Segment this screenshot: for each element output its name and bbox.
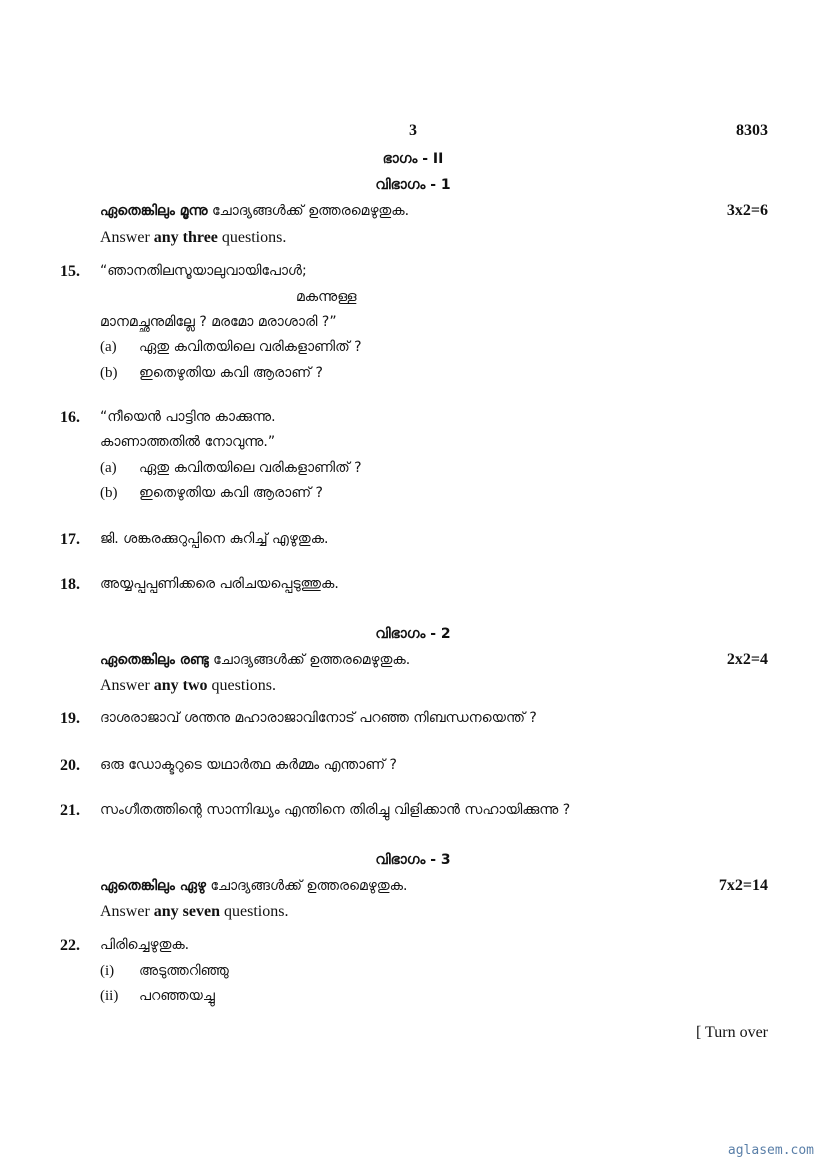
section-1-title: വിഭാഗം - 1 [375,177,451,193]
section-2-marks: 2x2=4 [726,651,768,668]
sub-question-label: (a) [100,460,117,476]
question-text: മകന്നുള്ള [296,289,357,305]
section-2-english-instruction: Answer any two questions. [100,677,276,694]
question-text: ഒരു ഡോക്ടറുടെ യഥാർത്ഥ കർമ്മം എന്താണ് ? [100,757,397,773]
question-number: 21. [60,802,80,819]
question-number: 17. [60,531,80,548]
page-number: 3 [409,122,417,139]
section-3-marks: 7x2=14 [718,877,768,894]
question-text: അയ്യപ്പപ്പണിക്കരെ പരിചയപ്പെടുത്തുക. [100,576,339,592]
question-text: “നീയെൻ പാട്ടിനു കാക്കുന്നു. [100,409,276,425]
sub-question-label: (ii) [100,988,119,1004]
question-text: ദാശരാജാവ് ശന്തനു മഹാരാജാവിനോട് പറഞ്ഞ നിബന്ധനയെന്ത് ? [100,710,537,726]
question-text: “ഞാനതിലസൂയാലുവായിപോൾ; [100,263,307,279]
section-1-instruction: ഏതെങ്കിലും മൂന്നു ചോദ്യങ്ങൾക്ക് ഉത്തരമെഴുതുക. [100,203,410,219]
sub-question-text: പറഞ്ഞയച്ചു [139,988,215,1004]
question-text: ജി. ശങ്കരക്കുറുപ്പിനെ കുറിച്ച് എഴുതുക. [100,531,329,547]
question-text: പിരിച്ചെഴുതുക. [100,937,190,953]
section-1-english-instruction: Answer any three questions. [100,229,287,246]
question-number: 15. [60,263,80,280]
sub-question-label: (a) [100,339,117,355]
question-number: 18. [60,576,80,593]
section-2-instruction: ഏതെങ്കിലും രണ്ടു ചോദ്യങ്ങൾക്ക് ഉത്തരമെഴുതുക. [100,652,411,668]
sub-question-label: (b) [100,485,118,501]
site-watermark: aglasem.com [727,1143,814,1158]
sub-question-text: ഇതെഴുതിയ കവി ആരാണ് ? [139,485,323,501]
question-number: 22. [60,937,80,954]
section-3-title: വിഭാഗം - 3 [375,852,451,868]
part-title: ഭാഗം - II [382,151,444,167]
question-number: 20. [60,757,80,774]
question-text: കാണാത്തതിൽ നോവുന്നു.” [100,434,276,450]
sub-question-text: ഏതു കവിതയിലെ വരികളാണിത് ? [139,339,362,355]
question-text: സംഗീതത്തിന്റെ സാന്നിദ്ധ്യം എന്തിനെ തിരിച്ചു വിളിക്കാൻ സഹായിക്കുന്നു ? [100,802,571,818]
paper-code: 8303 [736,122,768,139]
sub-question-label: (i) [100,963,115,979]
question-number: 16. [60,409,80,426]
section-3-instruction: ഏതെങ്കിലും ഏഴു ചോദ്യങ്ങൾക്ക് ഉത്തരമെഴുതുക. [100,878,408,894]
section-3-english-instruction: Answer any seven questions. [100,903,289,920]
section-1-marks: 3x2=6 [726,202,768,219]
sub-question-text: ഇതെഴുതിയ കവി ആരാണ് ? [139,365,323,381]
question-text: മാനമച്ഛനുമില്ലേ ? മരമോ മരാശാരി ?” [100,314,337,330]
sub-question-text: അടുത്തറിഞ്ഞു [139,963,229,979]
turn-over-note: [ Turn over [695,1024,768,1041]
sub-question-label: (b) [100,365,118,381]
sub-question-text: ഏതു കവിതയിലെ വരികളാണിത് ? [139,460,362,476]
section-2-title: വിഭാഗം - 2 [375,626,451,642]
question-number: 19. [60,710,80,727]
